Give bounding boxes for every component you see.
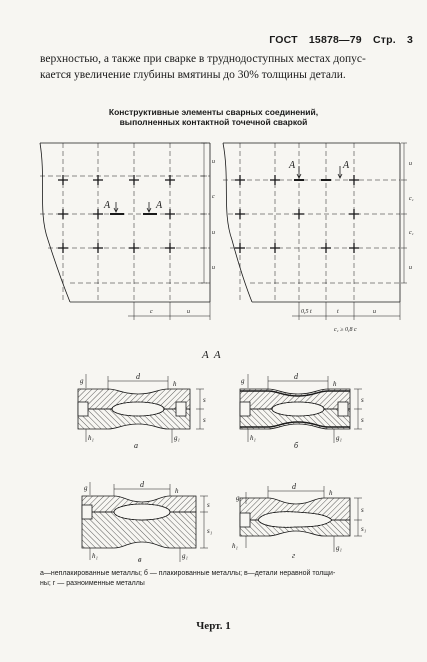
- section-v-dim-h: h: [175, 487, 179, 495]
- section-a: [78, 374, 204, 443]
- standard-number: 15878—79: [308, 34, 362, 46]
- section-b-dim-s1: s: [361, 396, 364, 404]
- section-b-dim-h1: h₁: [250, 434, 256, 442]
- right-dim-bottom-1: 0,5 t: [301, 309, 312, 315]
- section-b-dim-g1: g₁: [336, 434, 342, 442]
- right-dim-bottom-2: t: [337, 309, 339, 315]
- left-dim-bottom-1: c: [150, 309, 153, 315]
- legend-line-2: ны; г — разноименные металлы: [40, 580, 145, 587]
- section-a-dim-s2: s: [203, 416, 206, 424]
- section-v: [82, 482, 208, 562]
- section-g-dim-g1: g₁: [336, 544, 342, 552]
- section-a-dim-g1: g₁: [174, 434, 180, 442]
- left-section-marker: A: [104, 200, 111, 211]
- section-a-dim-g: g: [80, 377, 84, 385]
- section-v-dim-g: g: [84, 484, 88, 492]
- legend-line-1: а—неплакированные металлы; б — плакированные металлы; в—детали неравной толщи-: [40, 570, 336, 577]
- page-number: 3: [406, 34, 413, 46]
- left-dim-right-1: u: [212, 159, 215, 165]
- section-g-dim-g: g: [236, 494, 240, 502]
- right-plate: [223, 143, 407, 320]
- left-dim-bottom-2: u: [187, 309, 190, 315]
- section-v-dim-d: d: [140, 480, 144, 489]
- left-dim-right-4: u: [212, 265, 215, 271]
- right-dim-right-4: u: [409, 265, 412, 271]
- section-b: [240, 374, 362, 443]
- section-v-dim-s1: s: [207, 501, 210, 509]
- left-dim-right-3: u: [212, 230, 215, 236]
- section-g-dim-s2: s₁: [361, 525, 367, 533]
- section-g-dim-s1: s: [361, 506, 364, 514]
- section-g-dim-h1: h₁: [232, 542, 238, 550]
- right-dim-right-1: u: [409, 161, 412, 167]
- section-a-dim-s1: s: [203, 396, 206, 404]
- right-dim-note: c₁ ≥ 0,8 c: [334, 327, 357, 333]
- page-prefix: Стр.: [372, 34, 396, 46]
- section-a-dim-h1: h₁: [88, 434, 94, 442]
- section-b-dim-g: g: [241, 377, 245, 385]
- section-v-letter: в: [138, 555, 142, 564]
- section-b-dim-h: h: [333, 380, 337, 388]
- section-v-dim-s2: s₁: [207, 527, 213, 535]
- section-g: [240, 486, 362, 552]
- section-v-dim-h1: h₁: [92, 552, 98, 560]
- section-b-dim-s2: s: [361, 416, 364, 424]
- section-title-line-2: выполненных контактной точечной сваркой: [119, 117, 308, 127]
- figure-legend: [40, 569, 412, 589]
- right-dim-bottom-3: u: [373, 309, 376, 315]
- section-b-dim-d: d: [294, 372, 298, 381]
- right-section-marker-2: A: [343, 160, 350, 171]
- left-plate: [40, 143, 210, 320]
- left-dim-right-2: c: [212, 194, 215, 200]
- section-g-letter: г: [292, 551, 296, 560]
- standard-label: ГОСТ: [269, 34, 298, 46]
- left-section-marker-2: A: [156, 200, 163, 211]
- right-dim-right-2: c₁: [409, 196, 414, 202]
- intro-line-1: верхностью, а также при сварке в труднодоступных местах допус-: [40, 53, 366, 65]
- section-b-letter: б: [294, 441, 299, 450]
- section-g-dim-h: h: [329, 489, 333, 497]
- right-section-marker: A: [289, 160, 296, 171]
- right-dim-right-3: c₁: [409, 230, 414, 236]
- intro-line-2: кается увеличение глубины вмятины до 30% толщины детали.: [40, 69, 346, 81]
- figure-label: Черт. 1: [196, 620, 231, 632]
- section-label: A A: [202, 349, 221, 361]
- section-a-dim-d: d: [136, 372, 140, 381]
- section-title-line-1: Конструктивные элементы сварных соединений,: [108, 107, 319, 117]
- section-a-dim-h: h: [173, 380, 177, 388]
- section-v-dim-g1: g₁: [182, 552, 188, 560]
- section-a-letter: а: [134, 441, 138, 450]
- section-g-dim-d: d: [292, 482, 296, 491]
